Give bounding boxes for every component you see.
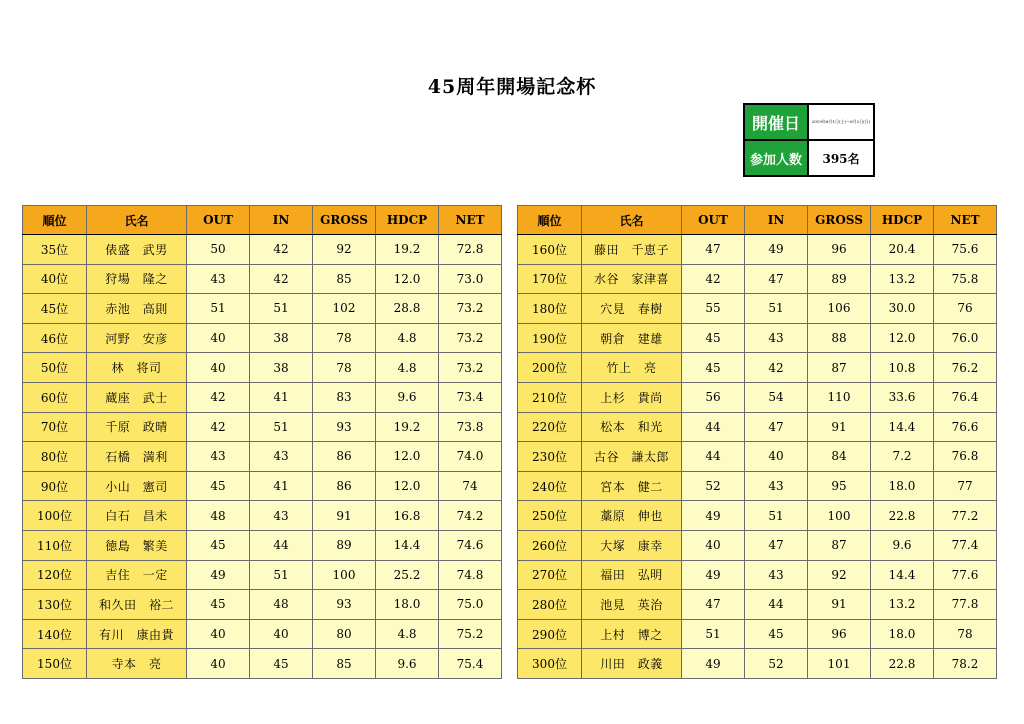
cell-place: 120位: [23, 560, 87, 590]
cell-hdcp: 7.2: [871, 442, 934, 472]
cell-net: 75.2: [439, 619, 502, 649]
cell-net: 77.6: [934, 560, 997, 590]
results-table-right: [517, 205, 997, 679]
column-header-hdcp: HDCP: [376, 206, 439, 235]
cell-hdcp: 12.0: [376, 442, 439, 472]
table-row: [23, 264, 502, 294]
cell-out: 43: [187, 442, 250, 472]
cell-gross: 110: [808, 382, 871, 412]
cell-gross: 85: [313, 264, 376, 294]
cell-hdcp: 19.2: [376, 412, 439, 442]
cell-in: 47: [745, 530, 808, 560]
date-value: 2019年6月1日(土)〜6月2日(日): [808, 104, 874, 140]
table-row: [518, 471, 997, 501]
cell-gross: 86: [313, 442, 376, 472]
cell-place: 290位: [518, 619, 582, 649]
cell-net: 73.2: [439, 294, 502, 324]
cell-place: 300位: [518, 649, 582, 679]
cell-hdcp: 14.4: [871, 412, 934, 442]
cell-name: 川田 政義: [582, 649, 682, 679]
table-row: [518, 323, 997, 353]
cell-hdcp: 9.6: [376, 649, 439, 679]
cell-out: 45: [187, 590, 250, 620]
cell-place: 150位: [23, 649, 87, 679]
cell-net: 73.2: [439, 353, 502, 383]
table-row: [518, 619, 997, 649]
cell-out: 49: [682, 501, 745, 531]
cell-place: 180位: [518, 294, 582, 324]
cell-hdcp: 28.8: [376, 294, 439, 324]
cell-gross: 87: [808, 530, 871, 560]
cell-place: 100位: [23, 501, 87, 531]
cell-out: 40: [187, 619, 250, 649]
cell-place: 40位: [23, 264, 87, 294]
cell-hdcp: 4.8: [376, 323, 439, 353]
cell-in: 43: [250, 442, 313, 472]
cell-hdcp: 19.2: [376, 235, 439, 265]
event-info-box: [743, 103, 875, 177]
cell-out: 42: [682, 264, 745, 294]
cell-net: 73.4: [439, 382, 502, 412]
table-row: [23, 323, 502, 353]
cell-hdcp: 12.0: [376, 471, 439, 501]
cell-place: 80位: [23, 442, 87, 472]
cell-name: 大塚 康幸: [582, 530, 682, 560]
table-row: [23, 294, 502, 324]
cell-name: 狩場 隆之: [87, 264, 187, 294]
cell-name: 上村 博之: [582, 619, 682, 649]
cell-hdcp: 16.8: [376, 501, 439, 531]
cell-name: 古谷 謙太郎: [582, 442, 682, 472]
cell-out: 47: [682, 590, 745, 620]
cell-in: 45: [745, 619, 808, 649]
cell-out: 45: [187, 471, 250, 501]
table-row: [518, 294, 997, 324]
cell-net: 76: [934, 294, 997, 324]
cell-out: 47: [682, 235, 745, 265]
cell-out: 45: [682, 353, 745, 383]
cell-name: 水谷 家津喜: [582, 264, 682, 294]
cell-gross: 106: [808, 294, 871, 324]
cell-in: 45: [250, 649, 313, 679]
cell-hdcp: 30.0: [871, 294, 934, 324]
cell-place: 160位: [518, 235, 582, 265]
table-row: [518, 442, 997, 472]
column-header-net: NET: [439, 206, 502, 235]
table-row: [23, 501, 502, 531]
cell-name: 吉住 一定: [87, 560, 187, 590]
table-row: [518, 530, 997, 560]
cell-gross: 83: [313, 382, 376, 412]
cell-name: 蔵座 武士: [87, 382, 187, 412]
cell-out: 48: [187, 501, 250, 531]
cell-hdcp: 12.0: [376, 264, 439, 294]
cell-gross: 100: [313, 560, 376, 590]
cell-place: 170位: [518, 264, 582, 294]
cell-net: 77: [934, 471, 997, 501]
cell-name: 松本 和光: [582, 412, 682, 442]
cell-in: 47: [745, 264, 808, 294]
date-label: 開催日: [744, 104, 808, 140]
cell-name: 福田 弘明: [582, 560, 682, 590]
cell-name: 赤池 高則: [87, 294, 187, 324]
cell-in: 38: [250, 353, 313, 383]
cell-name: 千原 政晴: [87, 412, 187, 442]
cell-place: 210位: [518, 382, 582, 412]
cell-place: 140位: [23, 619, 87, 649]
table-row: [518, 501, 997, 531]
cell-place: 280位: [518, 590, 582, 620]
cell-in: 51: [250, 412, 313, 442]
cell-gross: 88: [808, 323, 871, 353]
cell-place: 70位: [23, 412, 87, 442]
column-header-gross: GROSS: [313, 206, 376, 235]
cell-name: 石橋 満利: [87, 442, 187, 472]
cell-place: 270位: [518, 560, 582, 590]
cell-in: 42: [745, 353, 808, 383]
cell-gross: 92: [313, 235, 376, 265]
cell-net: 77.8: [934, 590, 997, 620]
cell-hdcp: 4.8: [376, 619, 439, 649]
table-row: [23, 442, 502, 472]
cell-gross: 91: [313, 501, 376, 531]
cell-name: 朝倉 建雄: [582, 323, 682, 353]
cell-out: 42: [187, 382, 250, 412]
cell-hdcp: 18.0: [871, 471, 934, 501]
cell-out: 56: [682, 382, 745, 412]
cell-name: 和久田 裕二: [87, 590, 187, 620]
cell-gross: 87: [808, 353, 871, 383]
table-row: [23, 619, 502, 649]
cell-gross: 102: [313, 294, 376, 324]
cell-in: 43: [745, 471, 808, 501]
cell-name: 寺本 亮: [87, 649, 187, 679]
column-header-name: 氏名: [582, 206, 682, 235]
table-row: [518, 264, 997, 294]
cell-net: 75.8: [934, 264, 997, 294]
cell-gross: 101: [808, 649, 871, 679]
cell-in: 52: [745, 649, 808, 679]
cell-gross: 96: [808, 619, 871, 649]
column-header-net: NET: [934, 206, 997, 235]
cell-gross: 84: [808, 442, 871, 472]
cell-gross: 96: [808, 235, 871, 265]
table-row: [23, 649, 502, 679]
cell-place: 230位: [518, 442, 582, 472]
cell-hdcp: 9.6: [376, 382, 439, 412]
cell-gross: 86: [313, 471, 376, 501]
table-row: [23, 353, 502, 383]
cell-net: 78: [934, 619, 997, 649]
cell-out: 49: [187, 560, 250, 590]
cell-hdcp: 33.6: [871, 382, 934, 412]
cell-hdcp: 13.2: [871, 590, 934, 620]
cell-net: 77.4: [934, 530, 997, 560]
cell-place: 60位: [23, 382, 87, 412]
cell-hdcp: 10.8: [871, 353, 934, 383]
table-row: [518, 353, 997, 383]
cell-out: 40: [187, 323, 250, 353]
cell-out: 40: [187, 649, 250, 679]
column-header-name: 氏名: [87, 206, 187, 235]
cell-net: 72.8: [439, 235, 502, 265]
cell-out: 49: [682, 560, 745, 590]
cell-out: 45: [682, 323, 745, 353]
cell-out: 45: [187, 530, 250, 560]
cell-out: 51: [187, 294, 250, 324]
cell-place: 240位: [518, 471, 582, 501]
cell-net: 76.8: [934, 442, 997, 472]
cell-gross: 78: [313, 353, 376, 383]
column-header-out: OUT: [187, 206, 250, 235]
cell-place: 250位: [518, 501, 582, 531]
table-row: [23, 530, 502, 560]
cell-net: 74.0: [439, 442, 502, 472]
cell-net: 75.0: [439, 590, 502, 620]
table-row: [23, 471, 502, 501]
participants-label: 参加人数: [744, 140, 808, 176]
cell-in: 51: [745, 294, 808, 324]
cell-out: 40: [682, 530, 745, 560]
cell-place: 260位: [518, 530, 582, 560]
cell-net: 74.2: [439, 501, 502, 531]
cell-net: 73.2: [439, 323, 502, 353]
cell-out: 43: [187, 264, 250, 294]
cell-place: 220位: [518, 412, 582, 442]
cell-name: 池見 英治: [582, 590, 682, 620]
cell-net: 77.2: [934, 501, 997, 531]
cell-in: 38: [250, 323, 313, 353]
cell-name: 白石 昌未: [87, 501, 187, 531]
column-header-place: 順位: [518, 206, 582, 235]
cell-in: 43: [745, 323, 808, 353]
cell-out: 50: [187, 235, 250, 265]
cell-out: 55: [682, 294, 745, 324]
cell-net: 76.2: [934, 353, 997, 383]
cell-in: 54: [745, 382, 808, 412]
cell-place: 50位: [23, 353, 87, 383]
cell-gross: 93: [313, 412, 376, 442]
cell-hdcp: 12.0: [871, 323, 934, 353]
cell-hdcp: 18.0: [871, 619, 934, 649]
table-row: [518, 590, 997, 620]
cell-place: 45位: [23, 294, 87, 324]
table-row: [518, 412, 997, 442]
cell-hdcp: 22.8: [871, 501, 934, 531]
cell-name: 宮本 健二: [582, 471, 682, 501]
cell-out: 49: [682, 649, 745, 679]
cell-place: 90位: [23, 471, 87, 501]
cell-hdcp: 14.4: [376, 530, 439, 560]
cell-name: 穴見 春樹: [582, 294, 682, 324]
cell-net: 74: [439, 471, 502, 501]
cell-in: 51: [250, 294, 313, 324]
cell-in: 51: [250, 560, 313, 590]
column-header-out: OUT: [682, 206, 745, 235]
cell-hdcp: 22.8: [871, 649, 934, 679]
cell-in: 44: [745, 590, 808, 620]
cell-gross: 93: [313, 590, 376, 620]
cell-out: 51: [682, 619, 745, 649]
table-row: [518, 382, 997, 412]
cell-gross: 91: [808, 590, 871, 620]
table-row: [23, 560, 502, 590]
cell-place: 110位: [23, 530, 87, 560]
cell-in: 42: [250, 264, 313, 294]
cell-hdcp: 20.4: [871, 235, 934, 265]
cell-in: 43: [250, 501, 313, 531]
cell-in: 47: [745, 412, 808, 442]
table-row: [23, 382, 502, 412]
cell-net: 78.2: [934, 649, 997, 679]
cell-place: 200位: [518, 353, 582, 383]
cell-out: 44: [682, 412, 745, 442]
cell-place: 35位: [23, 235, 87, 265]
cell-net: 73.8: [439, 412, 502, 442]
cell-place: 190位: [518, 323, 582, 353]
cell-name: 藤田 千恵子: [582, 235, 682, 265]
cell-net: 76.6: [934, 412, 997, 442]
results-table-left: [22, 205, 502, 679]
cell-gross: 89: [313, 530, 376, 560]
cell-name: 林 将司: [87, 353, 187, 383]
table-header-row: [518, 206, 997, 235]
cell-net: 75.6: [934, 235, 997, 265]
table-row: [23, 412, 502, 442]
table-row: [518, 649, 997, 679]
cell-out: 52: [682, 471, 745, 501]
column-header-place: 順位: [23, 206, 87, 235]
cell-name: 竹上 亮: [582, 353, 682, 383]
cell-in: 44: [250, 530, 313, 560]
column-header-hdcp: HDCP: [871, 206, 934, 235]
cell-hdcp: 14.4: [871, 560, 934, 590]
cell-net: 74.6: [439, 530, 502, 560]
cell-name: 上杉 貴尚: [582, 382, 682, 412]
column-header-in: IN: [745, 206, 808, 235]
participants-value: 395名: [808, 140, 874, 176]
table-row: [23, 235, 502, 265]
cell-name: 俵盛 武男: [87, 235, 187, 265]
cell-hdcp: 18.0: [376, 590, 439, 620]
cell-gross: 92: [808, 560, 871, 590]
cell-in: 40: [745, 442, 808, 472]
cell-in: 48: [250, 590, 313, 620]
cell-in: 42: [250, 235, 313, 265]
cell-hdcp: 9.6: [871, 530, 934, 560]
cell-gross: 80: [313, 619, 376, 649]
cell-out: 40: [187, 353, 250, 383]
cell-name: 徳島 繁美: [87, 530, 187, 560]
cell-net: 76.4: [934, 382, 997, 412]
cell-out: 44: [682, 442, 745, 472]
cell-hdcp: 25.2: [376, 560, 439, 590]
cell-in: 41: [250, 382, 313, 412]
cell-out: 42: [187, 412, 250, 442]
table-header-row: [23, 206, 502, 235]
cell-hdcp: 4.8: [376, 353, 439, 383]
cell-gross: 89: [808, 264, 871, 294]
cell-in: 51: [745, 501, 808, 531]
cell-name: 小山 憲司: [87, 471, 187, 501]
cell-net: 73.0: [439, 264, 502, 294]
cell-in: 41: [250, 471, 313, 501]
cell-net: 74.8: [439, 560, 502, 590]
cell-in: 43: [745, 560, 808, 590]
column-header-gross: GROSS: [808, 206, 871, 235]
cell-gross: 78: [313, 323, 376, 353]
cell-in: 40: [250, 619, 313, 649]
column-header-in: IN: [250, 206, 313, 235]
cell-hdcp: 13.2: [871, 264, 934, 294]
page-title: 45周年開場記念杯: [427, 76, 597, 98]
cell-name: 藁原 伸也: [582, 501, 682, 531]
cell-name: 有川 康由貴: [87, 619, 187, 649]
table-row: [518, 235, 997, 265]
cell-place: 46位: [23, 323, 87, 353]
cell-name: 河野 安彦: [87, 323, 187, 353]
cell-gross: 85: [313, 649, 376, 679]
cell-place: 130位: [23, 590, 87, 620]
cell-net: 76.0: [934, 323, 997, 353]
table-row: [23, 590, 502, 620]
cell-gross: 100: [808, 501, 871, 531]
cell-gross: 95: [808, 471, 871, 501]
table-row: [518, 560, 997, 590]
cell-gross: 91: [808, 412, 871, 442]
cell-in: 49: [745, 235, 808, 265]
cell-net: 75.4: [439, 649, 502, 679]
